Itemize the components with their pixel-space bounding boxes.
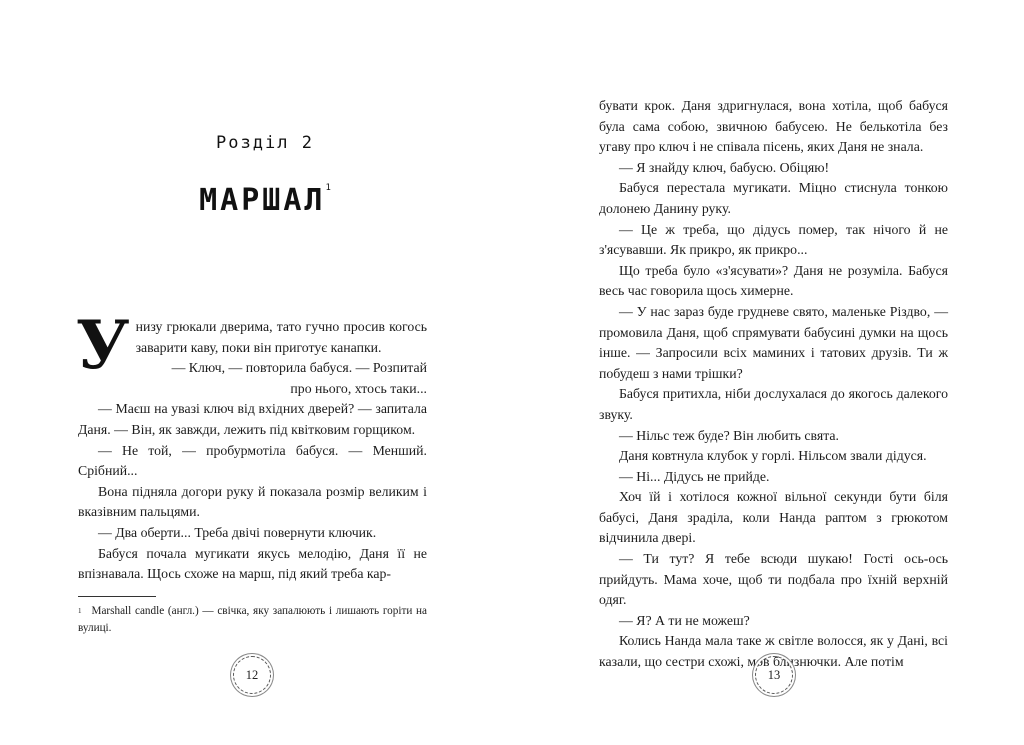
paragraph: — Нільс теж буде? Він любить свята.	[619, 427, 839, 443]
paragraph: — Ти тут? Я тебе всюди шукаю! Гості ось-ось прийдуть. Мама хоче, щоб ти подбала про їхній верхній одяг.	[599, 551, 948, 608]
right-body-text	[599, 96, 948, 673]
paragraph: Хоч їй і хотілося кожної вільної секунди бути біля бабусі, Даня зраділа, коли Нанда раптом з грюкотом відчинила двері.	[599, 489, 948, 546]
footnote-divider	[78, 596, 156, 597]
paragraph: Бабуся перестала мугикати. Міцно стиснула тонкою долонею Данину руку.	[599, 180, 948, 216]
footnote-reference: 1	[325, 183, 331, 193]
right-page	[512, 0, 1024, 745]
drop-cap: У	[76, 306, 130, 384]
footnote-text: Marshall candle (англ.) — свічка, яку запалюють і лишають горіти на вулиці.	[78, 605, 427, 634]
chapter-title	[60, 183, 470, 218]
paragraph: бувати крок. Даня здригнулася, вона хотіла, щоб бабуся була сама собою, звичною бабусею. Не белькотіла без угаву про ключ і не співала пісень, яких Даня не знала.	[599, 98, 948, 155]
paragraph: Вона підняла догори руку й показала розмір великим і вказівним пальцями.	[78, 483, 427, 520]
footnote	[78, 603, 427, 637]
paragraph: — У нас зараз буде грудневе свято, маленьке Різдво, — промовила Даня, щоб спрямувати бабусині думки на щось інше. — Запросили всіх маминих і татових друзів. Ти ж побудеш з нами трішки?	[599, 303, 948, 381]
paragraph: Що треба було «з'ясувати»? Даня не розуміла. Бабуся весь час говорила щось химерне.	[599, 262, 948, 299]
chapter-number: Розділ 2	[216, 133, 314, 153]
paragraph: — Це ж треба, що дідусь помер, так нічого й не з'ясувавши. Як прикро, як прикро...	[599, 221, 948, 258]
page-number-right: 13	[755, 656, 793, 694]
footnote-mark: 1	[78, 607, 82, 615]
paragraph: — Я знайду ключ, бабусю. Обіцяю!	[619, 159, 830, 175]
paragraph: — Я? А ти не можеш?	[619, 612, 750, 628]
chapter-title-text: МАРШАЛ	[199, 183, 326, 218]
paragraph: — Маєш на увазі ключ від вхідних дверей? — запитала Даня. — Він, як завжди, лежить під квітковим горщиком.	[78, 401, 427, 437]
paragraph: — Ключ, — повторила бабуся. — Розпитай про нього, хтось таки...	[171, 360, 427, 396]
paragraph: — Два оберти... Треба двічі повернути ключик.	[98, 524, 377, 540]
left-body-text	[76, 306, 427, 585]
paragraph: Бабуся притихла, ніби дослухалася до якогось далекого звуку.	[599, 386, 948, 422]
paragraph-text: низу грюкали дверима, тато гучно просив когось заварити каву, поки він приготує канапки.	[135, 319, 427, 355]
paragraph: Даня ковтнула клубок у горлі. Нільсом звали дідуся.	[619, 448, 927, 464]
paragraph: Колись Нанда мала таке ж світле волосся, як у Дані, всі казали, що сестри схожі, мов близнючки. Але потім	[599, 633, 948, 670]
paragraph: — Не той, — пробурмотіла бабуся. — Менший. Срібний...	[78, 442, 427, 479]
paragraph: Бабуся почала мугикати якусь мелодію, Даня її не впізнавала. Щось схоже на марш, під який треба кар-	[78, 545, 427, 582]
page-number-left: 12	[233, 656, 271, 694]
paragraph: — Ні... Дідусь не прийде.	[619, 468, 770, 484]
